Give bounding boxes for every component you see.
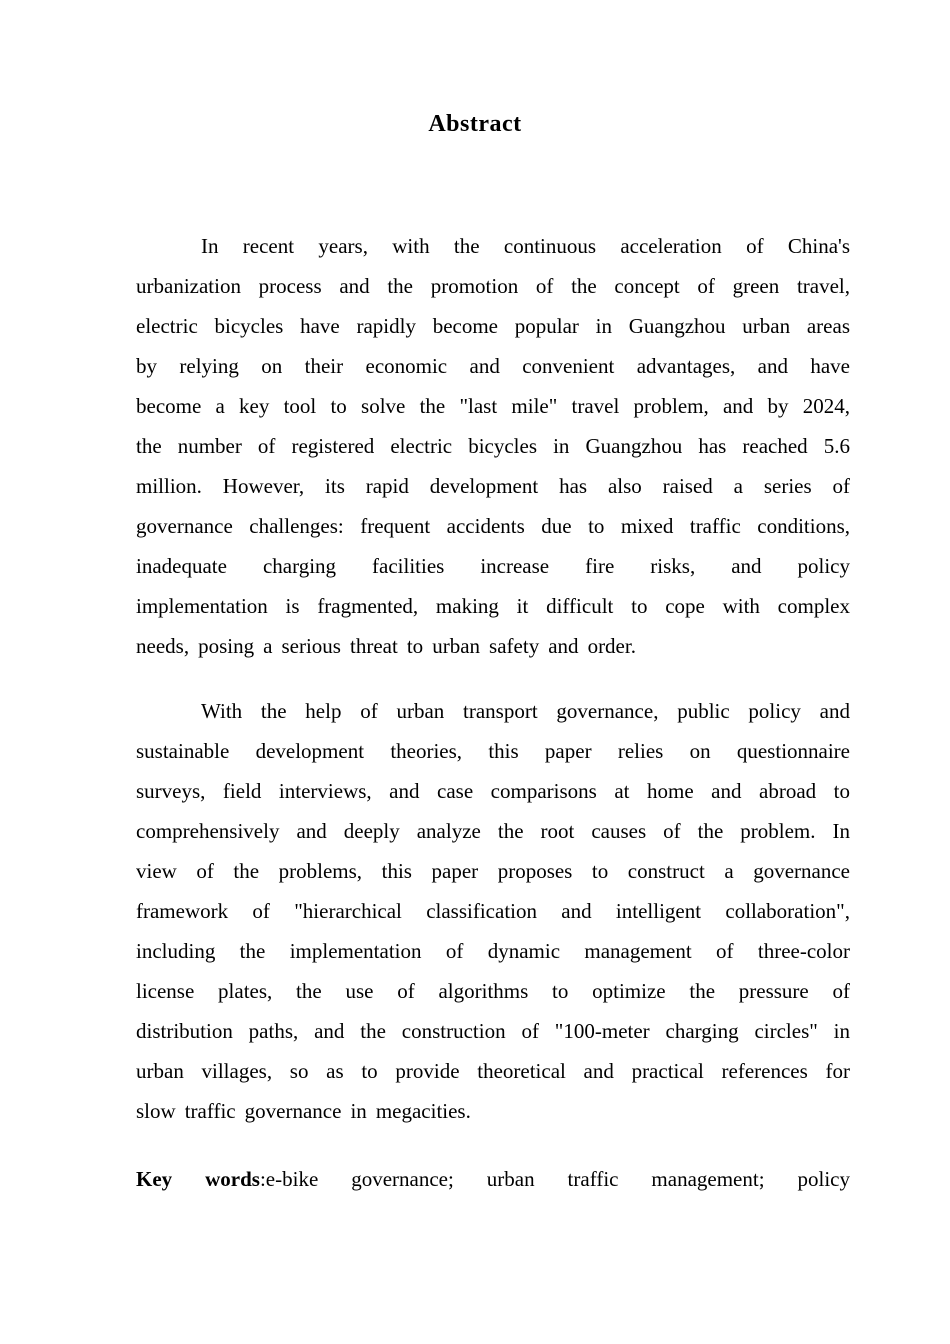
paragraph-line: by relying on their economic and convenient advantages, and have: [136, 354, 850, 378]
paragraph-line: electric bicycles have rapidly become popular in Guangzhou urban areas: [136, 314, 850, 338]
paragraph-line: inadequate charging facilities increase fire risks, and policy: [136, 554, 850, 578]
paragraph-line: become a key tool to solve the "last mile" travel problem, and by 2024,: [136, 394, 850, 418]
paragraph-line: framework of "hierarchical classification and intelligent collaboration",: [136, 899, 850, 923]
paragraph-line: urbanization process and the promotion of the concept of green travel,: [136, 274, 850, 298]
paragraph-line: needs, posing a serious threat to urban safety and order.: [136, 634, 636, 658]
keywords-label: Key words: [136, 1167, 260, 1191]
paragraph-line: urban villages, so as to provide theoretical and practical references for: [136, 1059, 850, 1083]
paragraph-line: comprehensively and deeply analyze the root causes of the problem. In: [136, 819, 850, 843]
paragraph: [136, 226, 850, 666]
paragraph-line: In recent years, with the continuous acceleration of China's: [201, 234, 850, 258]
paragraph-line: million. However, its rapid development has also raised a series of: [136, 474, 850, 498]
paragraph-line: surveys, field interviews, and case comparisons at home and abroad to: [136, 779, 850, 803]
paragraph: [136, 691, 850, 1131]
paragraph-line: slow traffic governance in megacities.: [136, 1099, 471, 1123]
paragraph-line: the number of registered electric bicycles in Guangzhou has reached 5.6: [136, 434, 850, 458]
keywords-line: [136, 1159, 850, 1199]
paragraph-line: With the help of urban transport governance, public policy and: [201, 699, 850, 723]
paragraph-line: governance challenges: frequent accidents due to mixed traffic conditions,: [136, 514, 850, 538]
paragraph-line: license plates, the use of algorithms to optimize the pressure of: [136, 979, 850, 1003]
paragraph-line: sustainable development theories, this paper relies on questionnaire: [136, 739, 850, 763]
keywords-separator: :: [259, 1167, 266, 1191]
paragraph-line: distribution paths, and the construction of "100-meter charging circles" in: [136, 1019, 850, 1043]
abstract-body: [136, 226, 850, 1131]
paragraph-line: view of the problems, this paper proposes to construct a governance: [136, 859, 850, 883]
paragraph-line: implementation is fragmented, making it difficult to cope with complex: [136, 594, 850, 618]
paragraph-line: including the implementation of dynamic management of three-color: [136, 939, 850, 963]
page-title: Abstract: [428, 111, 522, 137]
keywords-text: e-bike governance; urban traffic management; policy: [265, 1167, 850, 1191]
